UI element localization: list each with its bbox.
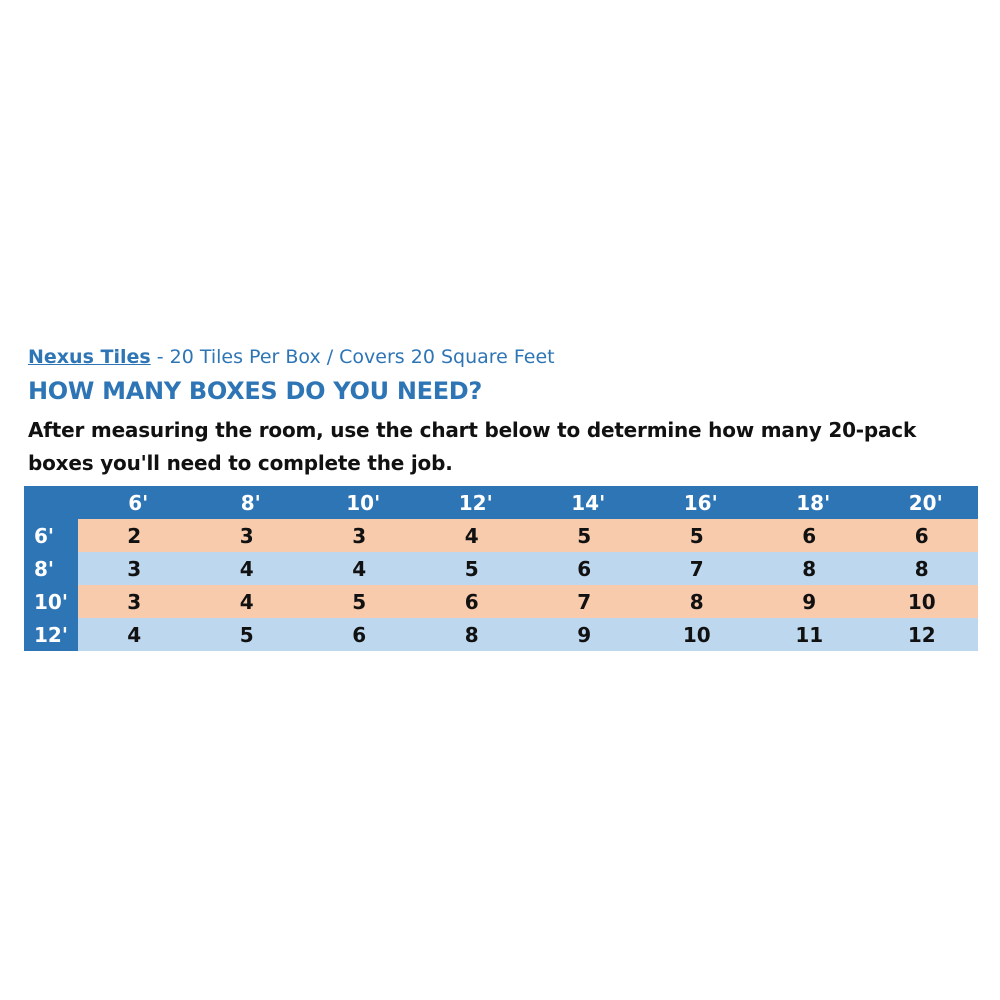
table-cell: 9 (528, 618, 641, 651)
column-header: 12' (416, 486, 529, 519)
table-cell: 6 (866, 519, 979, 552)
table-cell: 7 (528, 585, 641, 618)
column-header: 8' (191, 486, 304, 519)
row-header: 8' (24, 552, 78, 585)
table-cell: 3 (191, 519, 304, 552)
table-cell: 7 (641, 552, 754, 585)
table-cell: 3 (303, 519, 416, 552)
table-cell: 6 (303, 618, 416, 651)
table-corner-cell (24, 486, 78, 519)
boxes-needed-table (24, 486, 978, 651)
table-cell: 5 (641, 519, 754, 552)
table-row (24, 519, 978, 552)
table-row (24, 552, 978, 585)
table-cell: 4 (191, 552, 304, 585)
column-header: 18' (753, 486, 866, 519)
table-row (24, 618, 978, 651)
table-cell: 2 (78, 519, 191, 552)
column-header: 14' (528, 486, 641, 519)
tile-box-chart-section (24, 340, 978, 651)
instructions-text: After measuring the room, use the chart below to determine how many 20-pack boxes you'll need to complete the job. (28, 418, 917, 475)
table-cell: 8 (866, 552, 979, 585)
brand-subtitle: - 20 Tiles Per Box / Covers 20 Square Feet (150, 346, 555, 368)
table-cell: 5 (528, 519, 641, 552)
brand-line (28, 340, 978, 374)
table-cell: 8 (416, 618, 529, 651)
table-cell: 10 (641, 618, 754, 651)
table-cell: 5 (416, 552, 529, 585)
table-header-row (24, 486, 978, 519)
column-header: 20' (866, 486, 979, 519)
table-cell: 8 (753, 552, 866, 585)
table-cell: 3 (78, 585, 191, 618)
row-header: 12' (24, 618, 78, 651)
table-cell: 5 (191, 618, 304, 651)
table-cell: 10 (866, 585, 979, 618)
table-cell: 8 (641, 585, 754, 618)
table-cell: 3 (78, 552, 191, 585)
column-header: 10' (303, 486, 416, 519)
table-cell: 4 (416, 519, 529, 552)
table-cell: 6 (528, 552, 641, 585)
table-row (24, 585, 978, 618)
row-header: 6' (24, 519, 78, 552)
table-cell: 9 (753, 585, 866, 618)
table-cell: 6 (416, 585, 529, 618)
row-header: 10' (24, 585, 78, 618)
brand-link[interactable]: Nexus Tiles (28, 346, 151, 368)
table-cell: 11 (753, 618, 866, 651)
table-cell: 6 (753, 519, 866, 552)
table-cell: 4 (78, 618, 191, 651)
table-cell: 5 (303, 585, 416, 618)
column-header: 6' (78, 486, 191, 519)
table-cell: 4 (191, 585, 304, 618)
table-cell: 4 (303, 552, 416, 585)
page-title: HOW MANY BOXES DO YOU NEED? (28, 377, 483, 405)
column-header: 16' (641, 486, 754, 519)
table-cell: 12 (866, 618, 979, 651)
